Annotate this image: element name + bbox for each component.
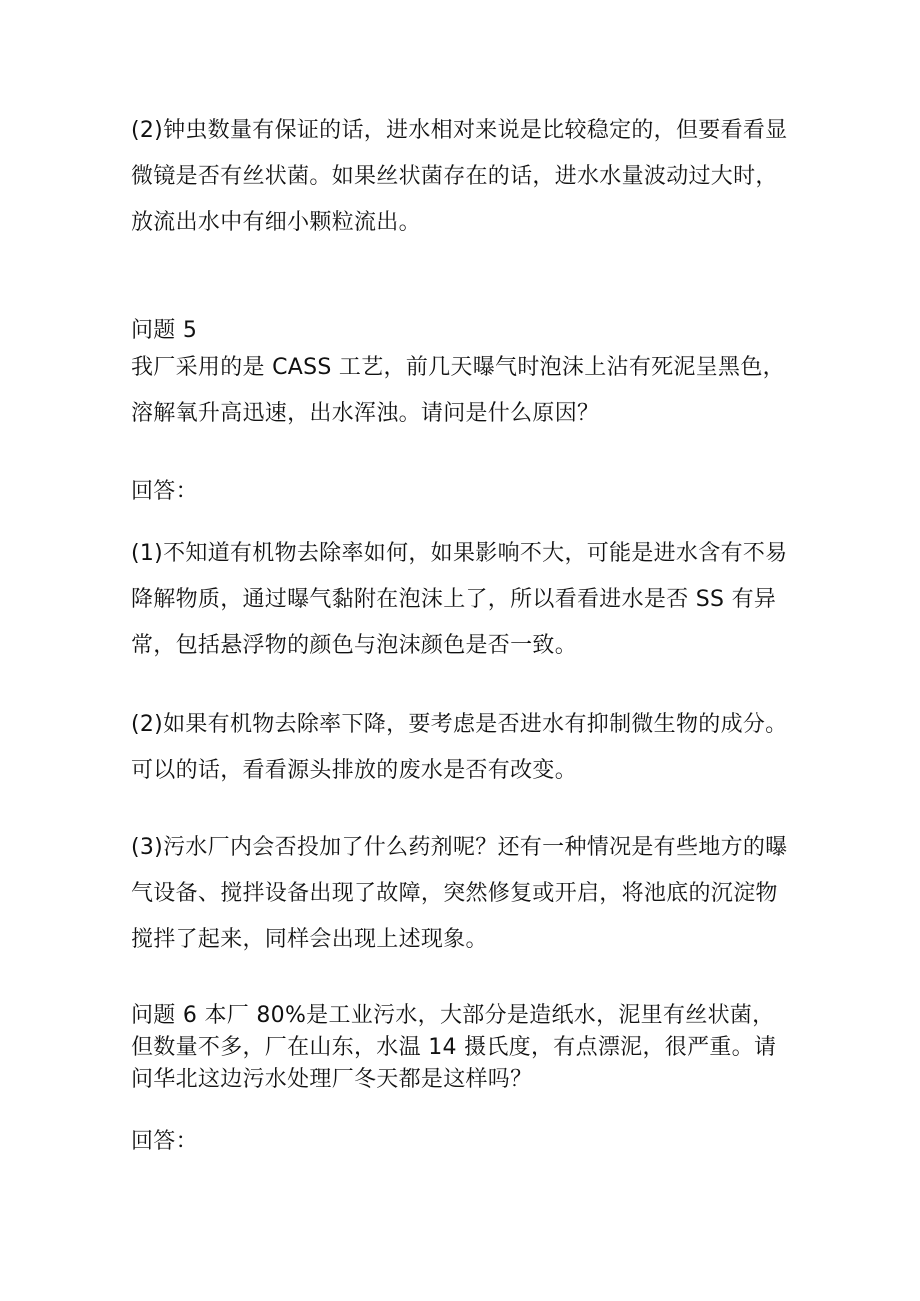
question-6-text: 问题 6 本厂 80%是工业污水，大部分是造纸水，泥里有丝状菌，但数量不多，厂在山东，水温 14 摄氏度，有点漂泥，很严重。请问华北这边污水处理厂冬天都是这样吗？ — [131, 1003, 777, 1092]
answer-5-part-3: (3)污水厂内会否投加了什么药剂呢？还有一种情况是有些地方的曝气设备、搅拌设备出现了故障，突然修复或开启，将池底的沉淀物搅拌了起来，同样会出现上述现象。 — [131, 835, 788, 952]
answer-5-part-2: (2)如果有机物去除率下降，要考虑是否进水有抑制微生物的成分。可以的话，看看源头排放的废水是否有改变。 — [131, 712, 788, 783]
paragraph-answer-4-part-2: (2)钟虫数量有保证的话，进水相对来说是比较稳定的，但要看看显微镜是否有丝状菌。如果丝状菌存在的话，进水水量波动过大时，放流出水中有细小颗粒流出。 — [131, 118, 788, 235]
question-5-heading: 问题 5 — [131, 318, 198, 343]
question-5-text: 我厂采用的是 CASS 工艺，前几天曝气时泡沫上沾有死泥呈黑色，溶解氧升高迅速，出水浑浊。请问是什么原因？ — [131, 355, 785, 426]
answer-6-heading: 回答： — [131, 1129, 198, 1154]
answer-5-heading: 回答： — [131, 479, 198, 504]
answer-5-part-1: (1)不知道有机物去除率如何，如果影响不大，可能是进水含有不易降解物质，通过曝气黏附在泡沫上了，所以看看进水是否 SS 有异常，包括悬浮物的颜色与泡沫颜色是否一致。 — [131, 541, 788, 658]
